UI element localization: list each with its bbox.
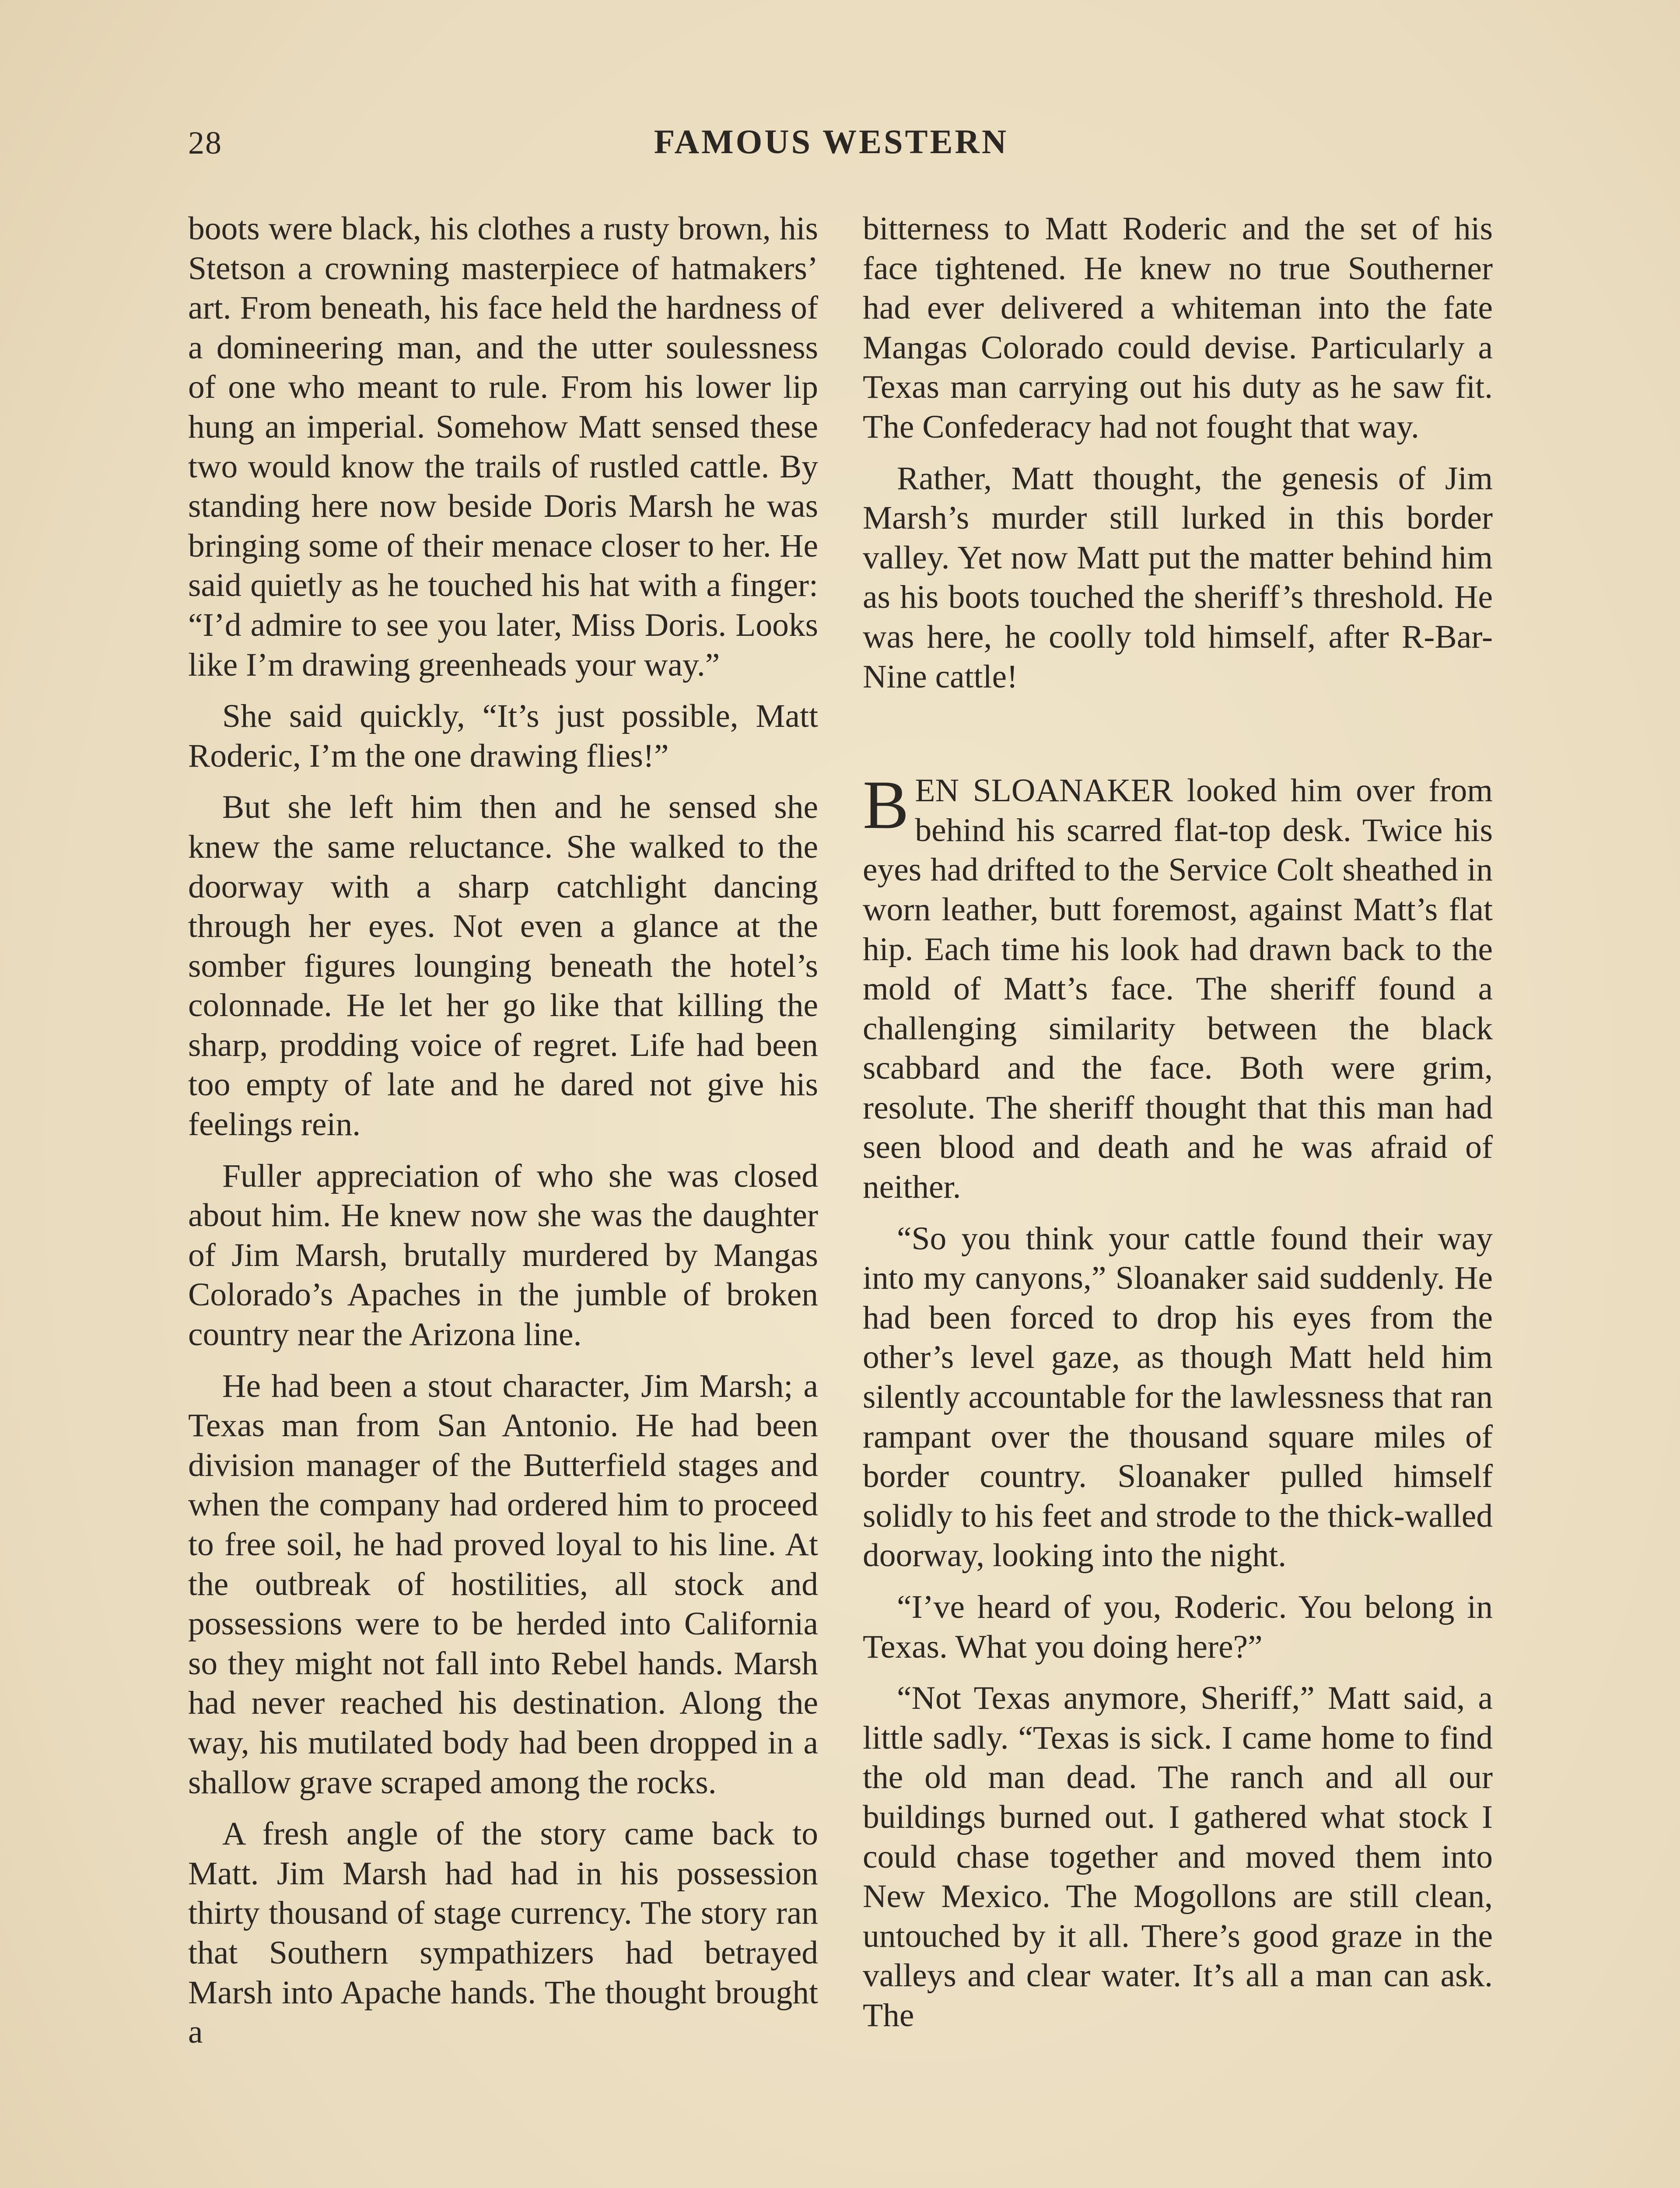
right-column — [863, 209, 1493, 2048]
section-smallcaps: EN SLOANAKER — [915, 772, 1173, 809]
paragraph: “Not Texas anymore, Sheriff,” Matt said, a little sadly. “Texas is sick. I came home to find the old man dead. The ranch and all our buildings burned out. I gathered what stock I could chase together and moved them into New Mexico. The Mogollons are still clean, untouched by it all. There’s good graze in the valleys and clear water. It’s all a man can ask. The — [863, 1680, 1493, 2034]
paragraph: Rather, Matt thought, the genesis of Jim Marsh’s murder still lurked in this border valley. Yet now Matt put the matter behind him as his boots touched the sheriff’s threshold. He was here, he coolly told himself, after R-Bar-Nine cattle! — [863, 460, 1493, 695]
page-number: 28 — [188, 125, 222, 161]
section-opening-paragraph — [863, 767, 1493, 1207]
paragraph: boots were black, his clothes a rusty brown, his Stetson a crowning masterpiece of hatmakers’ art. From beneath, his face held the hardness of a domineering man, and the utter soulessness of one who meant to rule. From his lower lip hung an imperial. Somehow Matt sensed these two would know the trails of rustled cattle. By standing here now beside Doris Marsh he was bringing some of their menace closer to her. He said quietly as he touched his hat with a finger: “I’d admire to see you later, Miss Doris. Looks like I’m drawing greenheads your way.” — [188, 210, 818, 683]
left-column — [188, 209, 818, 2064]
paragraph: bitterness to Matt Roderic and the set of his face tightened. He knew no true Southerner had ever delivered a whiteman into the fate Mangas Colorado could devise. Particularly a Texas man carrying out his duty as he saw fit. The Confederacy had not fought that way. — [863, 210, 1493, 445]
paragraph: She said quickly, “It’s just possible, Matt Roderic, I’m the one drawing flies!” — [188, 698, 818, 774]
paragraph: “So you think your cattle found their way into my canyons,” Sloanaker said suddenly. He had been forced to drop his eyes from the other’s level gaze, as though Matt held him silently accountable for the lawlessness that ran rampant over the thousand square miles of border country. Sloanaker pulled himself solidly to his feet and strode to the thick-walled doorway, looking into the night. — [863, 1220, 1493, 1574]
paragraph: “I’ve heard of you, Roderic. You belong in Texas. What you doing here?” — [863, 1589, 1493, 1665]
paragraph: Fuller appreciation of who she was closed about him. He knew now she was the daughter of Jim Marsh, brutally murdered by Mangas Colorado’s Apaches in the jumble of broken country near the Arizona line. — [188, 1157, 818, 1353]
running-head: FAMOUS WESTERN — [654, 123, 1009, 161]
paragraph: A fresh angle of the story came back to Matt. Jim Marsh had had in his possession thirty thousand of stage currency. The story ran that Southern sympathizers had betrayed Marsh into Apache hands. The thought brought a — [188, 1816, 818, 2051]
paragraph: He had been a stout character, Jim Marsh; a Texas man from San Antonio. He had been division manager of the Butterfield stages and when the company had ordered him to proceed to free soil, he had proved loyal to his line. At the outbreak of hostilities, all stock and possessions were to be herded into California so they might not fall into Rebel hands. Marsh had never reached his destination. Along the way, his mutilated body had been dropped in a shallow grave scraped among the rocks. — [188, 1368, 818, 1801]
paragraph: But she left him then and he sensed she knew the same reluctance. She walked to the doorway with a sharp catchlight dancing through her eyes. Not even a glance at the somber figures lounging beneath the hotel’s colonnade. He let her go like that killing the sharp, prodding voice of regret. Life had been too empty of late and he dared not give his feelings rein. — [188, 789, 818, 1143]
section-text: looked him over from behind his scarred flat-top desk. Twice his eyes had drifted to the Service Colt sheathed in worn leather, butt foremost, against Matt’s flat hip. Each time his look had drawn back to the mold of Matt’s face. The sheriff found a challenging similarity between the black scabbard and the face. Both were grim, resolute. The sheriff thought that this man had seen blood and death and he was afraid of neither. — [863, 772, 1493, 1206]
drop-cap: B — [863, 767, 909, 844]
